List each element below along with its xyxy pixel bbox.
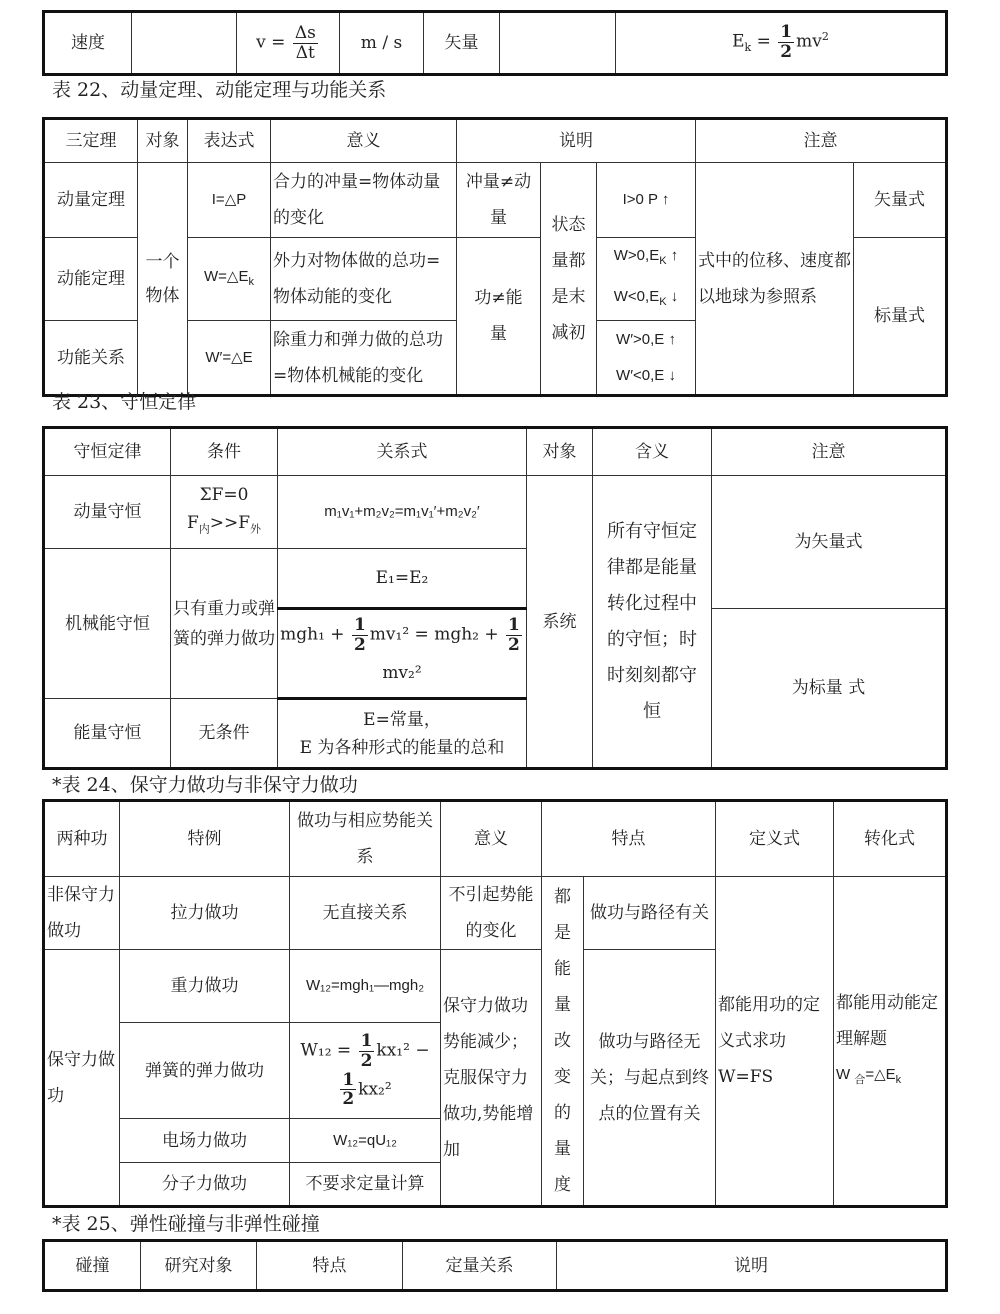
reference-frame-note: 式中的位移、速度都以地球为参照系 xyxy=(696,163,854,396)
work-conditions xyxy=(597,238,696,321)
kinetic-energy-theorem: 动能定理 xyxy=(44,238,138,321)
momentum-conservation: 动量守恒 xyxy=(44,476,171,549)
nonconservative-work: 非保守力做功 xyxy=(44,877,120,950)
header-relation: 关系式 xyxy=(278,428,527,476)
header-study-object: 研究对象 xyxy=(141,1241,257,1291)
table-21-partial xyxy=(42,10,948,76)
header-two-works: 两种功 xyxy=(44,801,120,877)
conservation-meaning: 所有守恒定律都是能量转化过程中的守恒；时时刻刻都守恒 xyxy=(593,476,712,769)
mechanical-formula-1: E₁=E₂ xyxy=(278,549,527,609)
fraction-half xyxy=(352,616,368,654)
table-24 xyxy=(42,799,948,1208)
sub-outer: 外 xyxy=(250,522,262,536)
header-notes: 注意 xyxy=(712,428,947,476)
momentum-condition xyxy=(171,476,278,549)
state-quantity-note: 状态量都是末减初 xyxy=(541,163,597,396)
ek-eq: = xyxy=(751,32,777,53)
table-22 xyxy=(42,117,948,397)
cond-sub: K xyxy=(659,255,667,267)
cond-internal xyxy=(173,509,275,543)
cond-sum-zero: ΣF=0 xyxy=(199,484,249,505)
numerator: 1 xyxy=(780,22,793,43)
table-23 xyxy=(42,426,948,770)
numerator: 1 xyxy=(360,1031,373,1052)
ek-symbol: E xyxy=(732,32,745,53)
momentum-formula: m₁v₁+m₂v₂=m₁v₁′+m₂v₂′ xyxy=(278,476,527,549)
work-energy-expr xyxy=(188,238,271,321)
work-energy-relation: 功能关系 xyxy=(44,321,138,396)
nc-feature: 做功与路径有关 xyxy=(584,877,716,950)
formula-part: kx₁² − xyxy=(376,1040,430,1061)
delta-e: =△E xyxy=(865,1065,896,1083)
ek-sub: k xyxy=(744,41,752,55)
caption-table-22: 表 22、动量定理、动能定理与功能关系 xyxy=(52,79,387,101)
denominator: 2 xyxy=(360,1050,373,1071)
fraction-half xyxy=(506,616,522,654)
w-sub: 合 xyxy=(854,1073,866,1086)
work-energy-note: 功≠能量 xyxy=(457,238,541,396)
cell-kind: 矢量 xyxy=(424,12,500,75)
expr-sub: k xyxy=(248,275,254,288)
molecular-relation: 不要求定量计算 xyxy=(290,1163,441,1207)
header-features: 特点 xyxy=(542,801,716,877)
cell-empty xyxy=(132,12,237,75)
cell-velocity-formula xyxy=(237,12,340,75)
denominator: 2 xyxy=(353,635,366,655)
fraction-half xyxy=(778,23,794,61)
momentum-meaning: 合力的冲量=物体动量的变化 xyxy=(271,163,457,238)
table-25 xyxy=(42,1239,948,1292)
object-one-body: 一个物体 xyxy=(138,163,188,396)
denominator: Δt xyxy=(295,42,315,63)
energy-condition: 无条件 xyxy=(171,699,278,769)
expr-text: W=△E xyxy=(204,267,249,285)
numerator: 1 xyxy=(353,615,366,636)
electric-relation: W₁₂=qU₁₂ xyxy=(290,1119,441,1163)
cond-sub: K xyxy=(659,296,667,308)
header-expression: 表达式 xyxy=(188,119,271,163)
caption-table-23: 表 23、守恒定律 xyxy=(52,391,197,413)
header-meaning: 意义 xyxy=(271,119,457,163)
header-feature: 特点 xyxy=(257,1241,403,1291)
energy-formula xyxy=(278,699,527,769)
conversion-text: 都能用动能定理解题 xyxy=(836,992,938,1049)
no-direct-relation: 无直接关系 xyxy=(290,877,441,950)
impulse-expr: I=△P xyxy=(188,163,271,238)
mechanical-energy-expr: W′=△E xyxy=(188,321,271,396)
sub-inner: 内 xyxy=(198,522,210,536)
kinetic-meaning: 外力对物体做的总功=物体动能的变化 xyxy=(271,238,457,321)
conservative-feature: 做功与路径无关；与起点到终点的位置有关 xyxy=(584,950,716,1207)
f-external: >>F xyxy=(209,512,251,533)
conversion-formula xyxy=(836,1057,943,1098)
molecular-work: 分子力做功 xyxy=(120,1163,290,1207)
e-sub: k xyxy=(895,1073,902,1086)
header-three-theorems: 三定理 xyxy=(44,119,138,163)
header-notes: 注意 xyxy=(696,119,947,163)
cond-text: W>0,E xyxy=(613,247,660,264)
tension-work: 拉力做功 xyxy=(120,877,290,950)
header-collision: 碰撞 xyxy=(44,1241,141,1291)
spring-work: 弹簧的弹力做功 xyxy=(120,1023,290,1119)
header-object: 对象 xyxy=(138,119,188,163)
header-quantitative: 定量关系 xyxy=(403,1241,557,1291)
conservative-meaning: 保守力做功势能减少；克服保守力做功,势能增加 xyxy=(441,950,542,1207)
cond-positive: W′>0,E ↑ xyxy=(616,330,676,348)
nc-meaning: 不引起势能的变化 xyxy=(441,877,542,950)
impulse-note: 冲量≠动量 xyxy=(457,163,541,238)
cond-negative: W′<0,E ↓ xyxy=(616,366,676,384)
f-symbol: F xyxy=(186,512,199,533)
header-object: 对象 xyxy=(527,428,593,476)
object-system: 系统 xyxy=(527,476,593,769)
formula-lhs: v = xyxy=(256,32,286,53)
header-explanation: 说明 xyxy=(457,119,696,163)
impulse-condition: I>0 P ↑ xyxy=(597,163,696,238)
numerator: Δs xyxy=(294,22,316,43)
ek-sup: 2 xyxy=(821,30,829,44)
momentum-theorem: 动量定理 xyxy=(44,163,138,238)
relation-meaning: 除重力和弹力做的总功=物体机械能的变化 xyxy=(271,321,457,396)
cell-empty-2 xyxy=(500,12,616,75)
numerator: 1 xyxy=(342,1069,355,1090)
header-definition: 定义式 xyxy=(716,801,834,877)
header-examples: 特例 xyxy=(120,801,290,877)
cond-negative xyxy=(599,279,693,320)
gravity-work: 重力做功 xyxy=(120,950,290,1023)
header-conservation-law: 守恒定律 xyxy=(44,428,171,476)
formula-part: mv₂² xyxy=(382,662,422,683)
header-meaning: 含义 xyxy=(593,428,712,476)
denominator: 2 xyxy=(508,635,520,655)
mechanical-formula-2 xyxy=(278,609,527,699)
fraction xyxy=(293,24,318,62)
mech-conditions xyxy=(597,321,696,396)
header-condition: 条件 xyxy=(171,428,278,476)
common-measure: 都是能量改变的量度 xyxy=(542,877,584,1207)
formula-part: W₁₂ = xyxy=(300,1040,357,1061)
numerator: 1 xyxy=(508,615,520,636)
cell-kinetic-energy-formula xyxy=(616,12,947,75)
cell-speed: 速度 xyxy=(44,12,132,75)
caption-table-24: *表 24、保守力做功与非保守力做功 xyxy=(52,774,358,796)
header-explanation: 说明 xyxy=(557,1241,947,1291)
w-symbol: W xyxy=(836,1065,855,1083)
caption-table-25: *表 25、弹性碰撞与非弹性碰撞 xyxy=(52,1213,320,1235)
cond-arrow: ↓ xyxy=(666,288,679,305)
header-meaning: 意义 xyxy=(441,801,542,877)
spring-relation xyxy=(290,1023,441,1119)
cond-text: W<0,E xyxy=(613,288,660,305)
conversion-theorem xyxy=(834,877,947,1207)
cell-unit: m / s xyxy=(340,12,424,75)
vector-form: 矢量式 xyxy=(854,163,947,238)
fraction-half xyxy=(340,1071,356,1109)
mechanical-conservation: 机械能守恒 xyxy=(44,549,171,699)
cond-positive xyxy=(599,238,693,279)
formula-part: mgh₁ + xyxy=(280,625,350,645)
scalar-form: 标量式 xyxy=(854,238,947,396)
energy-sum: E 为各种形式的能量的总和 xyxy=(299,737,505,758)
formula-part: kx₂² xyxy=(358,1079,392,1100)
gravity-relation: W₁₂=mgh₁—mgh₂ xyxy=(290,950,441,1023)
cond-arrow: ↑ xyxy=(666,247,679,264)
header-conversion: 转化式 xyxy=(834,801,947,877)
denominator: 2 xyxy=(342,1089,355,1110)
conservative-work: 保守力做功 xyxy=(44,950,120,1207)
mechanical-condition: 只有重力或弹簧的弹力做功 xyxy=(171,549,278,699)
formula-part: mv₁² = mgh₂ + xyxy=(369,625,505,645)
energy-conservation: 能量守恒 xyxy=(44,699,171,769)
ek-rhs: mv xyxy=(796,32,822,53)
definition-formula: 都能用功的定义式求功 W=FS xyxy=(716,877,834,1207)
energy-constant: E=常量， xyxy=(363,709,441,730)
header-potential-relation: 做功与相应势能关系 xyxy=(290,801,441,877)
fraction-half xyxy=(359,1032,375,1070)
scalar-note: 为标量 式 xyxy=(712,609,947,769)
vector-note: 为矢量式 xyxy=(712,476,947,609)
denominator: 2 xyxy=(780,42,793,63)
electric-work: 电场力做功 xyxy=(120,1119,290,1163)
